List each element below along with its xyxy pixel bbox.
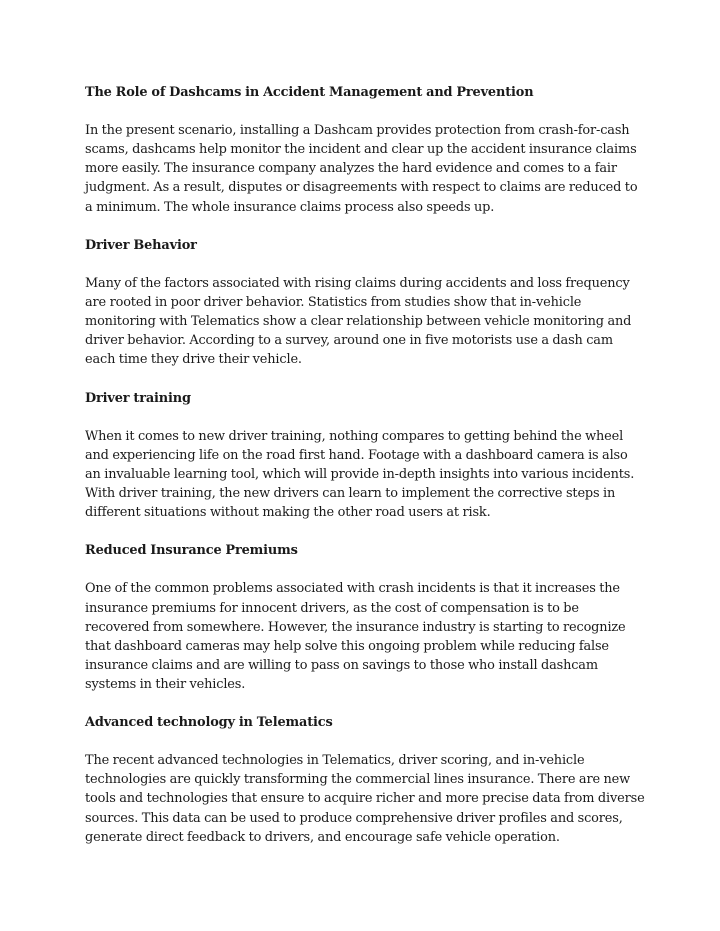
section-body-telematics: The recent advanced technologies in Telematics, driver scoring, and in-vehicle technologies are quickly transforming the commercial lines insurance. There are new tools and technologies that ensure to acquire richer and more precise data from diverse sources. This data can be used to produce comprehensive driver profiles and scores, generate direct feedback to drivers, and encourage safe vehicle operation. xyxy=(85,753,645,845)
spacer xyxy=(85,732,645,751)
section-heading-driver-training: Driver training xyxy=(85,390,191,406)
spacer xyxy=(85,255,645,274)
section-heading-telematics: Advanced technology in Telematics xyxy=(85,715,333,731)
document-body xyxy=(85,83,645,847)
spacer xyxy=(85,217,645,236)
spacer xyxy=(85,694,645,713)
spacer xyxy=(85,560,645,579)
spacer xyxy=(85,408,645,427)
section-body-driver-training: When it comes to new driver training, nothing compares to getting behind the wheel and experiencing life on the road first hand. Footage with a dashboard camera is also an invaluable learning tool, which will provide in-depth insights into various incidents. With driver training, the new drivers can learn to implement the corrective steps in different situations without making the other road users at risk. xyxy=(85,428,635,521)
section-heading-driver-behavior: Driver Behavior xyxy=(85,237,197,253)
intro-paragraph: In the present scenario, installing a Dashcam provides protection from crash-for-cash scams, dashcams help monitor the incident and clear up the accident insurance claims more easily. The insurance company analyzes the hard evidence and comes to a fair judgment. As a result, disputes or disagreements with respect to claims are reduced to a minimum. The whole insurance claims process also speeds up. xyxy=(85,123,638,215)
document-title: The Role of Dashcams in Accident Management and Prevention xyxy=(85,85,534,100)
spacer xyxy=(85,522,645,541)
section-body-reduced-premiums: One of the common problems associated with crash incidents is that it increases the insurance premiums for innocent drivers, as the cost of compensation is to be recovered from somewhere. However, the insurance industry is starting to recognize that dashboard cameras may help solve this ongoing problem while reducing false insurance claims and are willing to pass on savings to those who install dashcam systems in their vehicles. xyxy=(85,581,626,692)
section-heading-reduced-premiums: Reduced Insurance Premiums xyxy=(85,543,298,559)
section-body-driver-behavior: Many of the factors associated with rising claims during accidents and loss frequency are rooted in poor driver behavior. Statistics from studies show that in-vehicle monitoring with Telematics show a clear relationship between vehicle monitoring and driver behavior. According to a survey, around one in five motorists use a dash cam each time they drive their vehicle. xyxy=(85,275,632,368)
spacer xyxy=(85,102,645,121)
spacer xyxy=(85,369,645,388)
